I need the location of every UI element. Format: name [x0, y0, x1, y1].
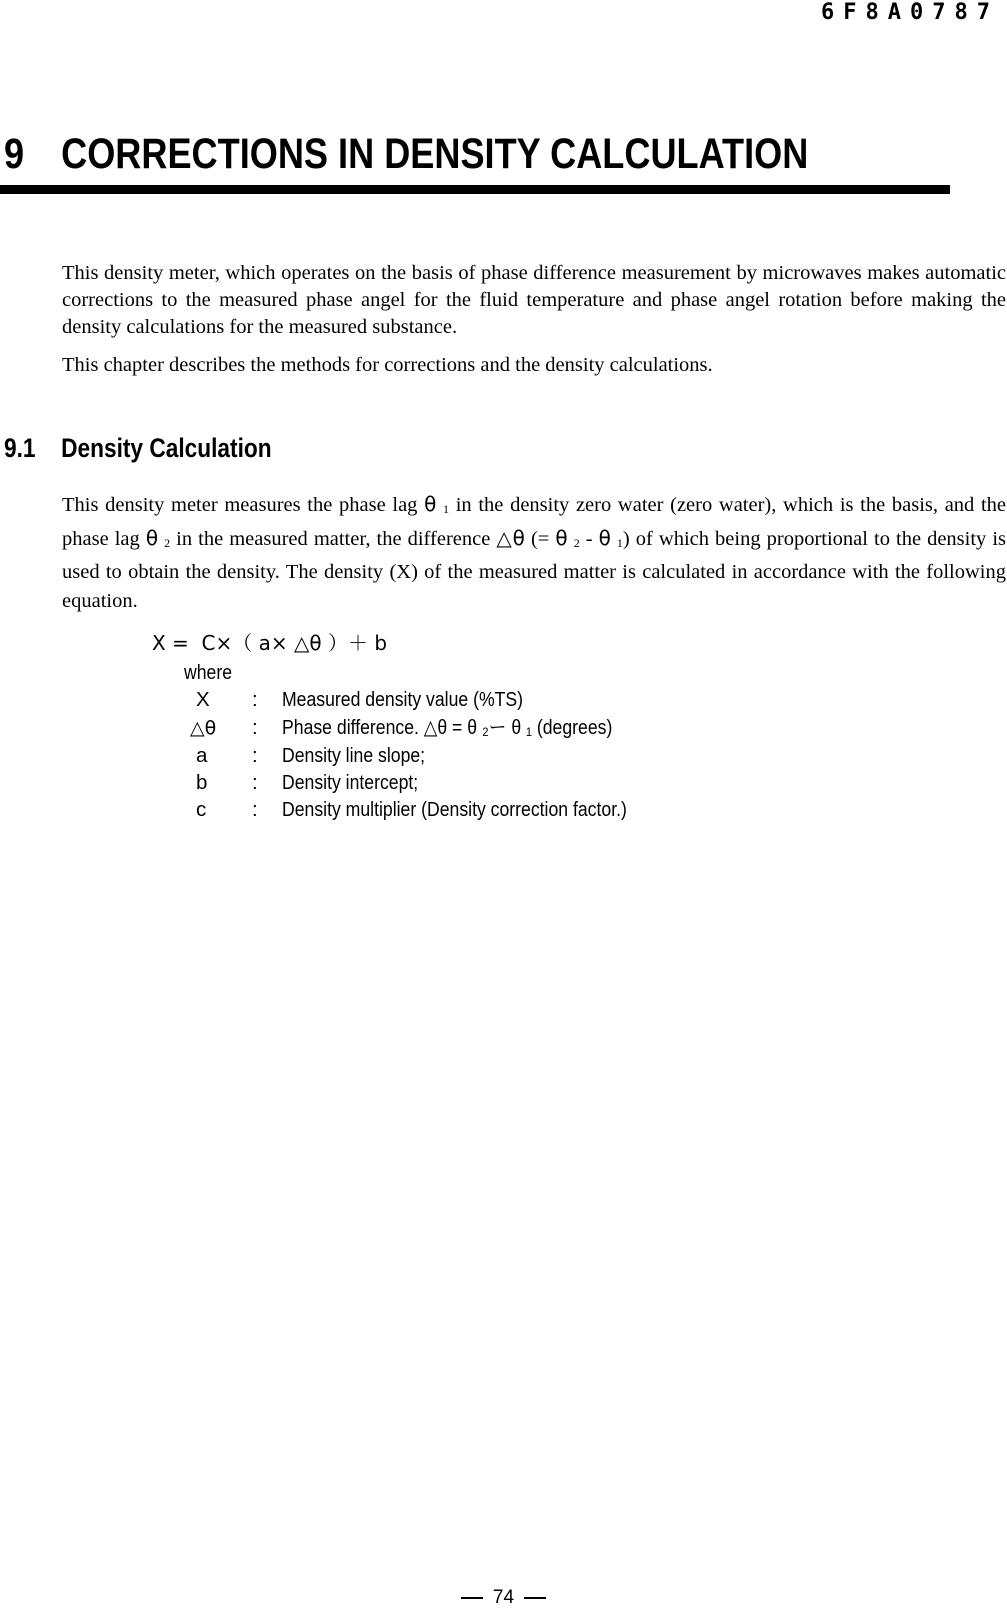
subscript: 2 [164, 536, 171, 550]
theta-symbol: θ [598, 526, 611, 550]
definition-row [0, 770, 1007, 797]
definition-text: Density line slope; [282, 744, 426, 767]
density-equation: X = C×（ a× △θ ）＋ b [152, 631, 388, 655]
definition-text: Density intercept; [282, 771, 419, 794]
section-heading [4, 432, 272, 464]
section-title: Density Calculation [61, 433, 272, 463]
page-footer [0, 1586, 1007, 1610]
definition-colon: : [252, 744, 258, 767]
body-text: (= [524, 528, 556, 550]
footer-dash [524, 1597, 546, 1599]
definition-text: Measured density value (%TS) [282, 688, 524, 711]
subscript: 1 [443, 502, 450, 516]
body-text: - [579, 528, 599, 550]
delta-theta-symbol: △θ [496, 526, 525, 550]
subscript: 2 [573, 536, 580, 550]
definition-colon: : [252, 771, 258, 794]
chapter-divider [0, 185, 950, 194]
definition-row [0, 715, 1007, 742]
intro-paragraph-1: This density meter, which operates on the basis of phase difference measurement by microwaves makes automatic corrections to the measured phase angel for the fluid temperature and phase angel rotation before making the density calculations for the measured substance. [62, 262, 1006, 338]
theta-symbol: θ [145, 526, 159, 550]
definition-text: Phase difference. △θ = θ ₂ー θ ₁ (degrees) [282, 716, 613, 739]
body-text: This density meter measures the phase lag [62, 494, 425, 516]
body-text: ) of which being proportional to the density is used to obtain the density. The density (X) of the measured matter is calculated in accordance with the following equation. [62, 528, 1007, 612]
body-text: in the density zero water (zero water), which is the basis, and the phase lag [62, 494, 1007, 550]
definition-row [0, 743, 1007, 770]
subscript: 1 [616, 536, 623, 550]
chapter-title: CORRECTIONS IN DENSITY CALCULATION [61, 130, 809, 178]
definition-colon: : [252, 688, 258, 711]
theta-symbol: θ [555, 526, 568, 550]
definition-symbol: a [196, 744, 208, 767]
page-number: 74 [492, 1587, 515, 1608]
section-number: 9.1 [4, 433, 36, 463]
intro-paragraph-2: This chapter describes the methods for corrections and the density calculations. [62, 354, 713, 376]
chapter-heading [4, 128, 808, 180]
definition-symbol: X [196, 688, 210, 711]
section-body-paragraph [62, 490, 1006, 616]
where-label: where [184, 661, 233, 684]
definition-row [0, 797, 1007, 824]
definition-row [0, 687, 1007, 714]
definition-text: Density multiplier (Density correction factor.) [282, 798, 627, 821]
footer-dash [461, 1597, 483, 1599]
definition-colon: : [252, 798, 258, 821]
definition-colon: : [252, 716, 258, 739]
body-text: in the measured matter, the difference [170, 528, 497, 550]
document-code: 6F8A0787 [821, 0, 999, 25]
definition-symbol: △θ [190, 717, 217, 739]
chapter-number: 9 [4, 130, 25, 178]
definition-symbol: c [196, 798, 207, 821]
definition-symbol: b [196, 771, 208, 794]
theta-symbol: θ [424, 492, 437, 516]
